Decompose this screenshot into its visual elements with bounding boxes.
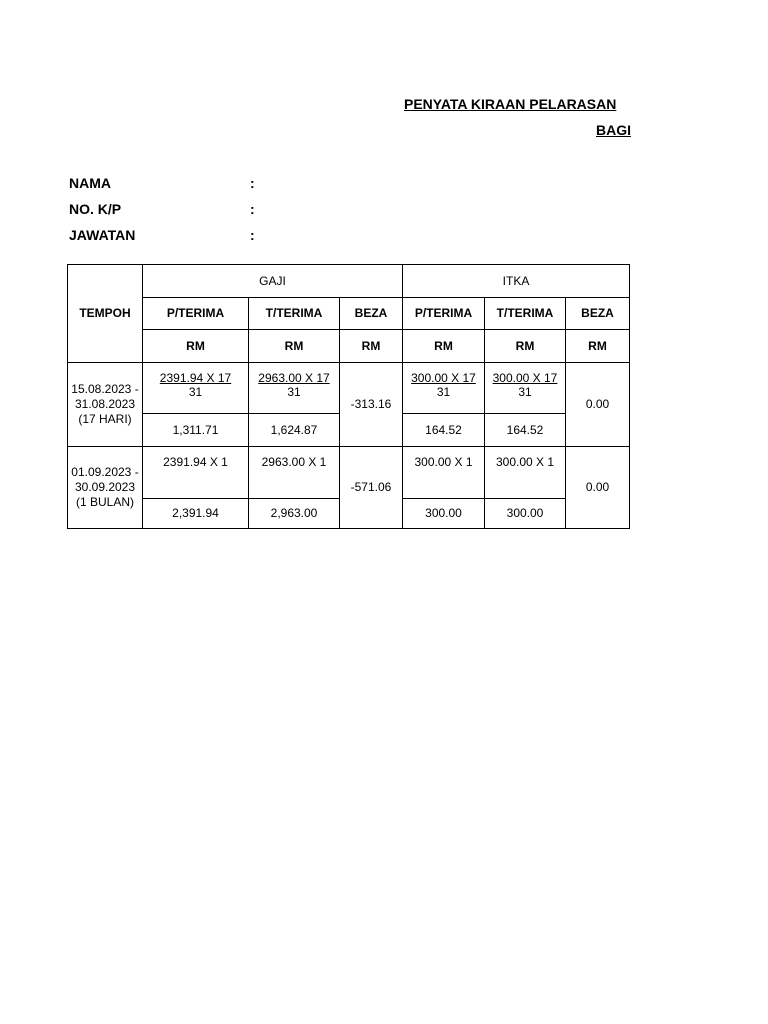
nokp-colon: :: [250, 201, 255, 217]
amount-cell: 164.52: [403, 414, 485, 447]
beza-cell: -313.16: [340, 363, 403, 447]
header-gaji-tterima: T/TERIMA: [249, 298, 340, 330]
header-itka-pterima: P/TERIMA: [403, 298, 485, 330]
unit-cell: RM: [340, 330, 403, 363]
nokp-label: NO. K/P: [69, 201, 122, 217]
header-itka: ITKA: [403, 265, 630, 298]
formula-numerator: 2963.00 X 17: [258, 371, 330, 385]
header-gaji-pterima: P/TERIMA: [143, 298, 249, 330]
formula-cell: [249, 363, 340, 414]
unit-cell: RM: [403, 330, 485, 363]
unit-cell: RM: [249, 330, 340, 363]
nama-label: NAMA: [69, 175, 111, 191]
formula-numerator: 300.00 X 17: [411, 371, 476, 385]
formula-denominator: 31: [287, 385, 301, 399]
unit-cell: RM: [143, 330, 249, 363]
header-gaji-beza: BEZA: [340, 298, 403, 330]
formula-numerator: 2391.94 X 17: [159, 371, 232, 385]
formula-cell: 2963.00 X 1: [249, 447, 340, 499]
header-gaji: GAJI: [143, 265, 403, 298]
formula-denominator: 31: [436, 385, 451, 399]
page-subtitle: BAGI: [596, 122, 631, 138]
amount-cell: 2,963.00: [249, 499, 340, 529]
amount-cell: 164.52: [485, 414, 566, 447]
formula-cell: [485, 363, 566, 414]
adjustment-table: [67, 264, 630, 529]
amount-cell: 2,391.94: [143, 499, 249, 529]
amount-cell: 300.00: [485, 499, 566, 529]
formula-cell: 300.00 X 1: [403, 447, 485, 499]
formula-cell: 300.00 X 1: [485, 447, 566, 499]
nama-colon: :: [250, 175, 255, 191]
header-tempoh: TEMPOH: [68, 265, 143, 363]
header-itka-tterima: T/TERIMA: [485, 298, 566, 330]
formula-denominator: 31: [188, 385, 203, 399]
page-title: PENYATA KIRAAN PELARASAN: [404, 96, 617, 112]
beza-cell: 0.00: [566, 447, 630, 529]
amount-cell: 300.00: [403, 499, 485, 529]
tempoh-cell: 01.09.2023 - 30.09.2023 (1 BULAN): [68, 447, 143, 529]
formula-cell: [403, 363, 485, 414]
unit-cell: RM: [566, 330, 630, 363]
formula-cell: [143, 363, 249, 414]
formula-numerator: 300.00 X 17: [492, 371, 558, 385]
formula-denominator: 31: [518, 385, 532, 399]
unit-cell: RM: [485, 330, 566, 363]
jawatan-label: JAWATAN: [69, 227, 136, 243]
beza-cell: -571.06: [340, 447, 403, 529]
tempoh-cell: 15.08.2023 - 31.08.2023 (17 HARI): [68, 363, 143, 447]
amount-cell: 1,311.71: [143, 414, 249, 447]
amount-cell: 1,624.87: [249, 414, 340, 447]
formula-cell: 2391.94 X 1: [143, 447, 249, 499]
header-itka-beza: BEZA: [566, 298, 630, 330]
beza-cell: 0.00: [566, 363, 630, 447]
jawatan-colon: :: [250, 227, 255, 243]
